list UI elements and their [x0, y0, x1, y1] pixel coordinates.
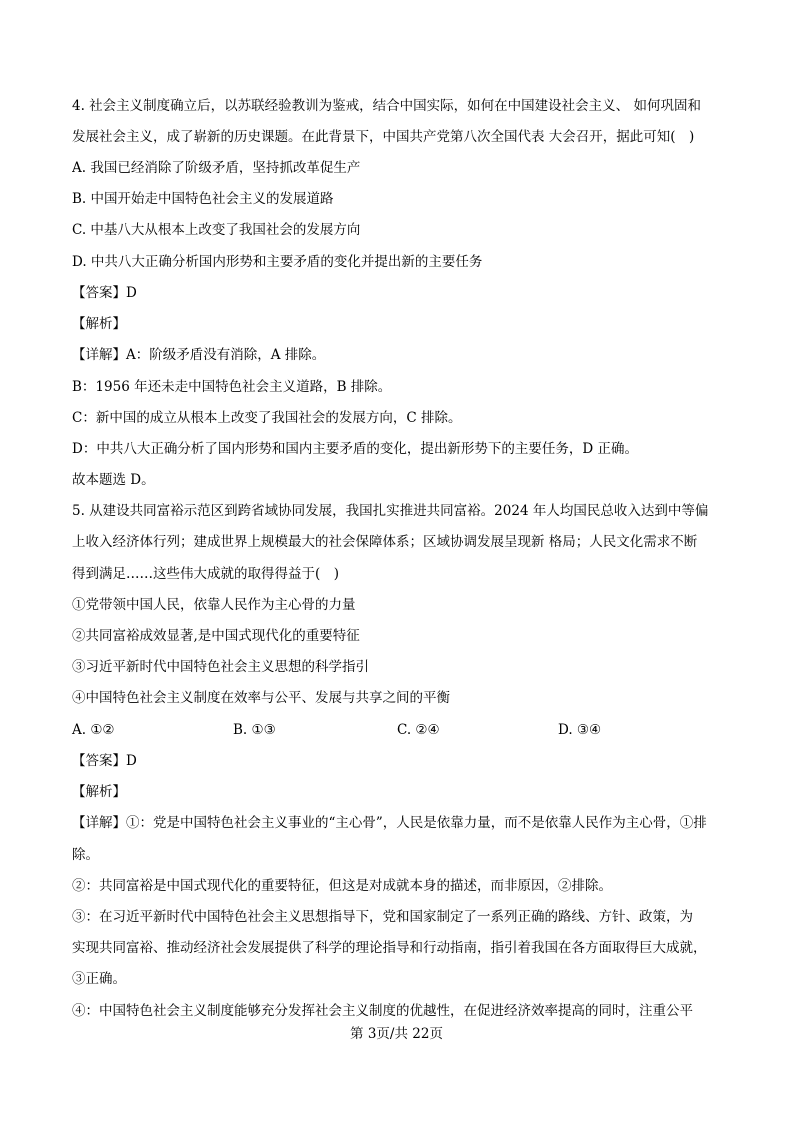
q4-option-a: A. 我国已经消除了阶级矛盾，坚持抓改革促生产: [72, 160, 361, 176]
q5-stem-line-1: 5. 从建设共同富裕示范区到跨省域协同发展，我国扎实推进共同富裕。2024 年人均国民总收入达到中等偏: [72, 503, 709, 519]
q5-statement-4: ④中国特色社会主义制度在效率与公平、发展与共享之间的平衡: [72, 690, 450, 706]
q4-detail-line-1: 【详解】A：阶级矛盾没有消除，A 排除。: [72, 347, 326, 363]
q5-answer: 【答案】D: [72, 753, 137, 769]
q4-detail-line-4: D：中共八大正确分析了国内形势和国内主要矛盾的变化，提出新形势下的主要任务，D 正确。: [72, 441, 638, 457]
q5-analysis-label: 【解析】: [72, 784, 126, 800]
q4-answer: 【答案】D: [72, 285, 137, 301]
q5-statement-2: ②共同富裕成效显著,是中国式现代化的重要特征: [72, 628, 360, 644]
q5-detail-line-6: ③正确。: [72, 971, 126, 987]
q5-stem-line-2: 上收入经济体行列；建成世界上规模最大的社会保障体系；区域协调发展呈现新 格局；人民文化需求不断: [72, 534, 698, 550]
q4-detail-line-5: 故本题选 D。: [72, 472, 155, 488]
q4-detail-line-3: C：新中国的成立从根本上改变了我国社会的发展方向，C 排除。: [72, 410, 462, 426]
q5-statement-1: ①党带领中国人民，依靠人民作为主心骨的力量: [72, 597, 356, 613]
q5-option-a: A. ①②: [72, 722, 115, 738]
q5-option-c: C. ②④: [397, 722, 440, 738]
q5-options-row: [72, 720, 732, 740]
q5-detail-line-5: 实现共同富裕、推动经济社会发展提供了科学的理论指导和行动指南，指引着我国在各方面取得巨大成就，: [72, 940, 707, 956]
page-footer: 第 3页/共 22页: [350, 1026, 443, 1042]
q4-detail-line-2: B：1956 年还未走中国特色社会主义道路，B 排除。: [72, 379, 392, 395]
q5-detail-line-2: 除。: [72, 847, 99, 863]
q5-stem-line-3: 得到满足……这些伟大成就的取得得益于( ): [72, 566, 340, 582]
q5-detail-line-3: ②：共同富裕是中国式现代化的重要特征，但这是对成就本身的描述，而非原因，②排除。: [72, 878, 612, 894]
q5-detail-line-7: ④：中国特色社会主义制度能够充分发挥社会主义制度的优越性，在促进经济效率提高的同时，注重公平: [72, 1003, 693, 1019]
q5-detail-line-1: 【详解】①：党是中国特色社会主义事业的“主心骨”，人民是依靠力量，而不是依靠人民作为主心骨，①排: [72, 815, 707, 831]
q5-option-b: B. ①③: [233, 722, 276, 738]
q5-detail-line-4: ③：在习近平新时代中国特色社会主义思想指导下，党和国家制定了一系列正确的路线、方针、政策，为: [72, 909, 693, 925]
q4-option-c: C. 中基八大从根本上改变了我国社会的发展方向: [72, 222, 361, 238]
q4-option-d: D. 中共八大正确分析国内形势和主要矛盾的变化并提出新的主要任务: [72, 254, 483, 270]
q5-statement-3: ③习近平新时代中国特色社会主义思想的科学指引: [72, 659, 369, 675]
q5-option-d: D. ③④: [558, 722, 602, 738]
q4-stem-line-2: 发展社会主义，成了崭新的历史课题。在此背景下，中国共产党第八次全国代表 大会召开，据此可知( ): [72, 129, 695, 145]
q4-option-b: B. 中国开始走中国特色社会主义的发展道路: [72, 191, 334, 207]
q4-analysis-label: 【解析】: [72, 316, 126, 332]
q4-stem-line-1: 4. 社会主义制度确立后，以苏联经验教训为鉴戒，结合中国实际，如何在中国建设社会主义、 如何巩固和: [72, 98, 701, 114]
